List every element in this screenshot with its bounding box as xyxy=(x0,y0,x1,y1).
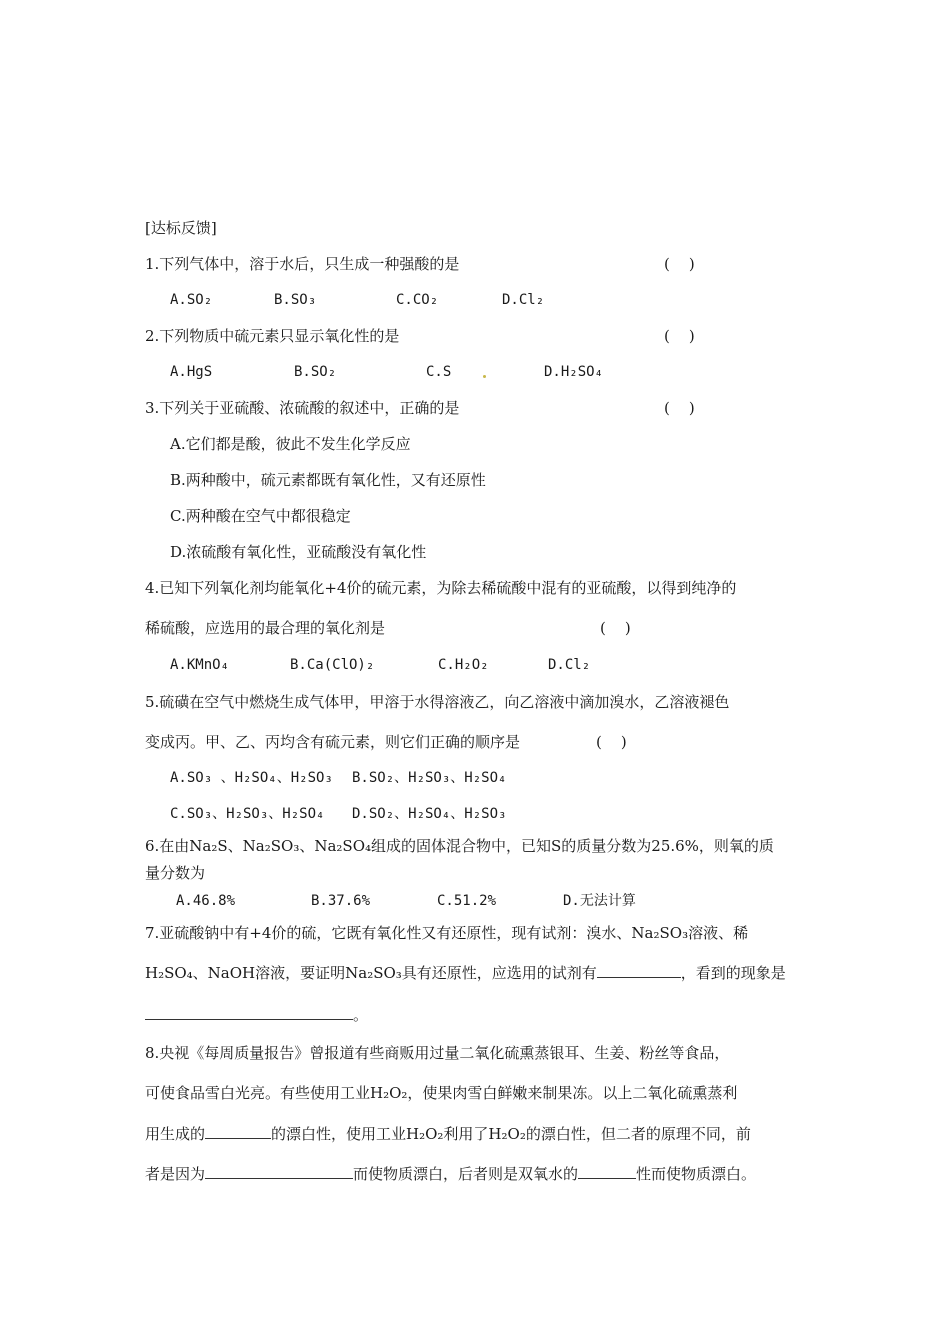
q2-option-d: D.H₂SO₄ xyxy=(544,364,604,380)
q6-option-d: D.无法计算 xyxy=(563,893,636,909)
q7-period: 。 xyxy=(353,1006,369,1024)
q8-text-line3-end: 的漂白性，使用工业H₂O₂利用了H₂O₂的漂白性，但二者的原理不同，前 xyxy=(271,1125,751,1143)
q7-text-line2-start: H₂SO₄、NaOH溶液，要证明Na₂SO₃具有还原性，应选用的试剂有 xyxy=(145,964,597,982)
q5-option-b: B.SO₂、H₂SO₃、H₂SO₄ xyxy=(352,770,507,786)
q3-option-b: B.两种酸中，硫元素都既有氧化性，又有还原性 xyxy=(170,471,486,489)
q7-text-line2 xyxy=(145,963,786,983)
q4-text-line2: 稀硫酸，应选用的最合理的氧化剂是 xyxy=(145,619,386,637)
q6-option-c: C.51.2% xyxy=(437,893,497,909)
q1-answer-paren: ( ) xyxy=(664,255,695,273)
q8-reason-blank[interactable] xyxy=(205,1164,353,1179)
q1-option-a: A.SO₂ xyxy=(170,292,213,308)
q4-text-line1: 4.已知下列氧化剂均能氧化+4价的硫元素，为除去稀硫酸中混有的亚硫酸，以得到纯净的 xyxy=(145,579,737,597)
q8-text-line4 xyxy=(145,1164,756,1184)
q5-option-c: C.SO₃、H₂SO₃、H₂SO₄ xyxy=(170,806,325,822)
q6-text-line1: 6.在由Na₂S、Na₂SO₃、Na₂SO₄组成的固体混合物中，已知S的质量分数为25.6%，则氧的质 xyxy=(145,837,774,855)
q5-answer-paren: ( ) xyxy=(596,733,627,751)
q8-text-line4-end: 性而使物质漂白。 xyxy=(636,1165,757,1183)
q4-option-b: B.Ca(ClO)₂ xyxy=(290,657,375,673)
q7-text-line1: 7.亚硫酸钠中有+4价的硫，它既有氧化性又有还原性，现有试剂：溴水、Na₂SO₃溶液、稀 xyxy=(145,924,749,942)
q8-text-line2: 可使食品雪白光亮。有些使用工业H₂O₂，使果肉雪白鲜嫩来制果冻。以上二氧化硫熏蒸利 xyxy=(145,1084,738,1102)
q7-text-line2-end: ，看到的现象是 xyxy=(680,964,786,982)
q8-text-line3 xyxy=(145,1124,751,1144)
q5-option-d: D.SO₂、H₂SO₄、H₂SO₃ xyxy=(352,806,507,822)
q5-option-a: A.SO₃ 、H₂SO₄、H₂SO₃ xyxy=(170,770,333,786)
q1-option-b: B.SO₃ xyxy=(274,292,317,308)
q5-text-line2: 变成丙。甲、乙、丙均含有硫元素，则它们正确的顺序是 xyxy=(145,733,521,751)
q3-answer-paren: ( ) xyxy=(664,399,695,417)
q2-option-b: B.SO₂ xyxy=(294,364,337,380)
q4-option-c: C.H₂O₂ xyxy=(438,657,489,673)
q1-option-c: C.CO₂ xyxy=(396,292,439,308)
q8-text-line3-start: 用生成的 xyxy=(145,1125,206,1143)
q2-option-c: C.S xyxy=(426,364,452,380)
q7-text-line3 xyxy=(145,1005,368,1025)
q8-property-blank[interactable] xyxy=(578,1164,636,1179)
q6-text-line2: 量分数为 xyxy=(145,864,206,882)
q3-option-a: A.它们都是酸，彼此不发生化学反应 xyxy=(170,435,411,453)
q2-text: 2.下列物质中硫元素只显示氧化性的是 xyxy=(145,327,400,345)
section-title: [达标反馈] xyxy=(145,219,217,237)
stray-mark xyxy=(483,375,486,378)
q6-option-a: A.46.8% xyxy=(176,893,236,909)
q1-text: 1.下列气体中，溶于水后，只生成一种强酸的是 xyxy=(145,255,460,273)
q6-option-b: B.37.6% xyxy=(311,893,371,909)
q3-text: 3.下列关于亚硫酸、浓硫酸的叙述中，正确的是 xyxy=(145,399,460,417)
q4-answer-paren: ( ) xyxy=(600,619,631,637)
q3-option-d: D.浓硫酸有氧化性，亚硫酸没有氧化性 xyxy=(170,543,427,561)
q2-answer-paren: ( ) xyxy=(664,327,695,345)
q4-option-d: D.Cl₂ xyxy=(548,657,591,673)
q8-text-line4-start: 者是因为 xyxy=(145,1165,206,1183)
q7-phenomenon-blank[interactable] xyxy=(145,1005,353,1020)
q3-option-c: C.两种酸在空气中都很稳定 xyxy=(170,507,351,525)
q2-option-a: A.HgS xyxy=(170,364,213,380)
q4-option-a: A.KMnO₄ xyxy=(170,657,230,673)
q8-text-line1: 8.央视《每周质量报告》曾报道有些商贩用过量二氧化硫熏蒸银耳、生姜、粉丝等食品， xyxy=(145,1044,730,1062)
q8-text-line4-mid: 而使物质漂白，后者则是双氧水的 xyxy=(353,1165,579,1183)
q7-reagent-blank[interactable] xyxy=(597,963,681,978)
q1-option-d: D.Cl₂ xyxy=(502,292,545,308)
q8-substance-blank[interactable] xyxy=(205,1124,271,1139)
q5-text-line1: 5.硫磺在空气中燃烧生成气体甲，甲溶于水得溶液乙，向乙溶液中滴加溴水，乙溶液褪色 xyxy=(145,693,730,711)
